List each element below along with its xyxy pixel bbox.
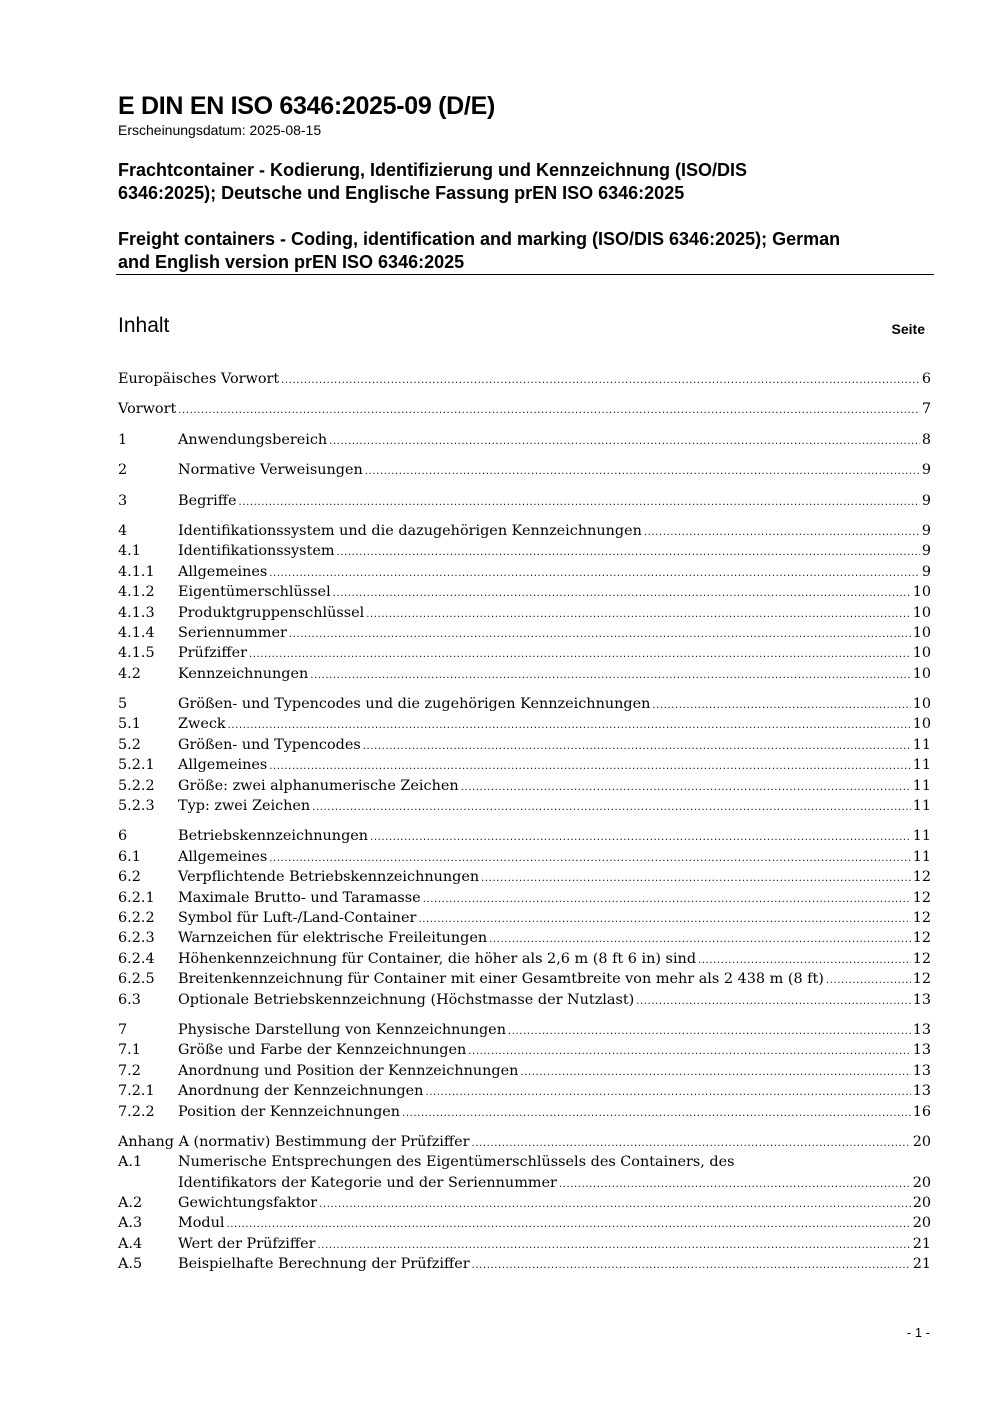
- toc-entry-title: Breitenkennzeichnung für Container mit einer Gesamtbreite von mehr als 2 438 m (8 ft): [178, 971, 824, 988]
- toc-entry-page: 6: [921, 371, 931, 387]
- toc-entry-page: 12: [912, 950, 931, 967]
- toc-heading: Inhalt: [118, 314, 170, 337]
- toc-entry-page: 21: [912, 1256, 931, 1273]
- toc-entry-page: 11: [912, 757, 931, 774]
- toc-entry-number: 7.2: [118, 1062, 141, 1079]
- toc-leader-dots: [481, 869, 911, 885]
- toc-entry[interactable]: [118, 778, 931, 798]
- toc-entry-title: Identifikationssystem: [178, 543, 335, 560]
- toc-entry-page: 20: [912, 1195, 931, 1212]
- toc-leader-dots: [644, 523, 920, 539]
- toc-leader-dots: [333, 584, 911, 600]
- toc-entry-title: Höhenkennzeichnung für Container, die höher als 2,6 m (8 ft 6 in) sind: [178, 950, 697, 967]
- toc-entry-title: Anordnung und Position der Kennzeichnungen: [178, 1062, 519, 1079]
- toc-entry-page: 10: [912, 645, 931, 662]
- toc-entry-title: Symbol für Luft-/Land-Container: [178, 909, 417, 926]
- toc-entry[interactable]: [118, 1256, 931, 1276]
- toc-entry-number: 6.2.3: [118, 930, 155, 947]
- toc-leader-dots: [418, 910, 910, 926]
- title-german-line2: 6346:2025); Deutsche und Englische Fassung prEN ISO 6346:2025: [118, 183, 685, 203]
- toc-page-label: Seite: [891, 321, 925, 337]
- toc-entry-number: 6.1: [118, 848, 141, 865]
- toc-entry-page: 11: [912, 777, 931, 794]
- toc-entry-page: 13: [912, 991, 931, 1008]
- toc-entry-number: 3: [118, 492, 128, 509]
- toc-entry-number: 5.2.3: [118, 798, 155, 815]
- toc-entry-title: Anwendungsbereich: [178, 431, 328, 448]
- toc-entry-title: Anhang A (normativ) Bestimmung der Prüfziffer: [118, 1133, 470, 1150]
- toc-entry-number: 5.1: [118, 716, 141, 733]
- toc-entry-page: 9: [921, 522, 931, 539]
- toc-entry[interactable]: [118, 493, 931, 513]
- toc-entry-page: 9: [921, 492, 931, 509]
- toc-leader-dots: [228, 716, 911, 732]
- toc-leader-dots: [402, 1104, 911, 1120]
- toc-entry-title: Anordnung der Kennzeichnungen: [178, 1083, 424, 1100]
- toc-leader-dots: [425, 1083, 910, 1099]
- toc-entry-page: 10: [912, 696, 931, 713]
- toc-entry-title: Seriennummer: [178, 624, 287, 641]
- toc-entry[interactable]: [118, 1175, 931, 1195]
- toc-entry-number: 6: [118, 828, 128, 845]
- toc-leader-dots: [365, 462, 920, 478]
- table-of-contents: [118, 371, 931, 1277]
- toc-entry-page: 11: [912, 736, 931, 753]
- toc-entry-page: 10: [912, 624, 931, 641]
- toc-entry-page: 13: [912, 1083, 931, 1100]
- toc-entry-page: 12: [912, 930, 931, 947]
- toc-leader-dots: [329, 432, 920, 448]
- toc-entry-title: Optionale Betriebskennzeichnung (Höchstmasse der Nutzlast): [178, 991, 635, 1008]
- toc-entry-number: 4.1.1: [118, 563, 155, 580]
- toc-entry-page: 12: [912, 909, 931, 926]
- toc-leader-dots: [318, 1236, 911, 1252]
- toc-entry[interactable]: [118, 1104, 931, 1124]
- toc-entry-title: Größen- und Typencodes und die zugehörigen Kennzeichnungen: [178, 696, 651, 713]
- toc-entry[interactable]: [118, 645, 931, 665]
- toc-entry-title: Warnzeichen für elektrische Freileitungen: [178, 930, 488, 947]
- toc-entry-title: Größe und Farbe der Kennzeichnungen: [178, 1042, 467, 1059]
- toc-entry-number: A.1: [118, 1154, 143, 1171]
- toc-entry-title: Normative Verweisungen: [178, 462, 363, 479]
- toc-entry[interactable]: [118, 543, 931, 563]
- toc-leader-dots: [423, 890, 911, 906]
- toc-entry[interactable]: [118, 992, 931, 1012]
- toc-entry-number: 4: [118, 522, 128, 539]
- toc-leader-dots: [269, 849, 910, 865]
- document-id: E DIN EN ISO 6346:2025-09 (D/E): [118, 92, 495, 120]
- toc-entry-number: 4.1.2: [118, 584, 155, 601]
- toc-entry-page: 12: [912, 869, 931, 886]
- toc-entry-title: Maximale Brutto- und Taramasse: [178, 889, 421, 906]
- toc-leader-dots: [226, 1215, 910, 1231]
- toc-entry-title: Typ: zwei Zeichen: [178, 798, 311, 815]
- toc-entry-number: 5.2.2: [118, 777, 155, 794]
- toc-entry-title: Verpflichtende Betriebskennzeichnungen: [178, 869, 480, 886]
- title-german: [118, 159, 934, 205]
- toc-entry-title: Vorwort: [118, 401, 177, 418]
- toc-leader-dots: [472, 1134, 911, 1150]
- toc-leader-dots: [337, 543, 920, 559]
- toc-entry[interactable]: [118, 1236, 931, 1256]
- toc-entry[interactable]: [118, 432, 931, 452]
- toc-entry-title: Prüfziffer: [178, 645, 247, 662]
- toc-entry-title: Modul: [178, 1215, 225, 1232]
- toc-entry-title: Identifikationssystem und die dazugehörigen Kennzeichnungen: [178, 522, 642, 539]
- toc-leader-dots: [826, 971, 911, 987]
- toc-entry-number: 6.2.1: [118, 889, 155, 906]
- toc-entry[interactable]: [118, 757, 931, 777]
- toc-entry-title: Größen- und Typencodes: [178, 736, 361, 753]
- toc-entry-page: 10: [912, 604, 931, 621]
- toc-leader-dots: [281, 371, 920, 387]
- toc-entry-page: 9: [921, 462, 931, 479]
- toc-entry-page: 20: [912, 1174, 931, 1191]
- toc-entry-page: 20: [912, 1133, 931, 1150]
- toc-entry-title: Betriebskennzeichnungen: [178, 828, 369, 845]
- toc-entry[interactable]: [118, 605, 931, 625]
- toc-entry-title: Allgemeines: [178, 848, 268, 865]
- toc-entry-title: Allgemeines: [178, 757, 268, 774]
- toc-leader-dots: [310, 666, 910, 682]
- toc-leader-dots: [468, 1042, 910, 1058]
- toc-entry-title: Kennzeichnungen: [178, 665, 309, 682]
- toc-entry-number: 7.2.2: [118, 1103, 155, 1120]
- toc-entry-title: Allgemeines: [178, 563, 268, 580]
- toc-entry-title: Wert der Prüfziffer: [178, 1235, 316, 1252]
- toc-entry-title: Eigentümerschlüssel: [178, 584, 331, 601]
- page-number: - 1 -: [906, 1325, 930, 1340]
- toc-entry-page: 13: [912, 1042, 931, 1059]
- toc-entry-number: A.4: [118, 1235, 143, 1252]
- title-english-line2: and English version prEN ISO 6346:2025: [118, 252, 465, 272]
- toc-entry[interactable]: [118, 1042, 931, 1062]
- toc-entry-number: 5.2.1: [118, 757, 155, 774]
- toc-entry[interactable]: [118, 1154, 931, 1174]
- toc-leader-dots: [249, 645, 911, 661]
- toc-entry-title: Zweck: [178, 716, 226, 733]
- publication-date: Erscheinungsdatum: 2025-08-15: [118, 122, 322, 138]
- toc-leader-dots: [370, 828, 911, 844]
- toc-leader-dots: [461, 778, 911, 794]
- title-english: [118, 228, 934, 274]
- toc-entry[interactable]: [118, 869, 931, 889]
- toc-leader-dots: [239, 493, 920, 509]
- toc-entry-page: 11: [912, 848, 931, 865]
- toc-entry[interactable]: [118, 951, 931, 971]
- toc-entry-number: A.2: [118, 1195, 143, 1212]
- toc-leader-dots: [652, 696, 910, 712]
- toc-leader-dots: [269, 757, 910, 773]
- toc-entry[interactable]: [118, 1063, 931, 1083]
- toc-entry-page: 8: [921, 431, 931, 448]
- toc-entry-number: 6.2.4: [118, 950, 155, 967]
- toc-entry[interactable]: [118, 462, 931, 482]
- toc-entry[interactable]: [118, 971, 931, 991]
- toc-entry-title: Europäisches Vorwort: [118, 371, 280, 387]
- toc-entry[interactable]: [118, 564, 931, 584]
- toc-entry-number: 7.1: [118, 1042, 141, 1059]
- toc-entry-title: Physische Darstellung von Kennzeichnungen: [178, 1021, 506, 1038]
- toc-entry[interactable]: [118, 716, 931, 736]
- toc-leader-dots: [319, 1195, 911, 1211]
- toc-entry-number: 5: [118, 696, 128, 713]
- toc-entry-title: Gewichtungsfaktor: [178, 1195, 318, 1212]
- toc-entry[interactable]: [118, 890, 931, 910]
- toc-entry-number: 4.1.4: [118, 624, 155, 641]
- toc-entry-page: 12: [912, 971, 931, 988]
- toc-entry[interactable]: [118, 1134, 931, 1154]
- toc-entry-number: 2: [118, 462, 128, 479]
- toc-leader-dots: [636, 992, 910, 1008]
- toc-leader-dots: [489, 930, 911, 946]
- toc-leader-dots: [698, 951, 911, 967]
- header-divider: [116, 274, 934, 275]
- toc-entry-page: 16: [912, 1103, 931, 1120]
- toc-leader-dots: [520, 1063, 910, 1079]
- toc-entry-number: 6.3: [118, 991, 141, 1008]
- toc-entry[interactable]: [118, 666, 931, 686]
- toc-entry[interactable]: [118, 930, 931, 950]
- title-english-line1: Freight containers - Coding, identification and marking (ISO/DIS 6346:2025); German: [118, 229, 841, 249]
- toc-entry[interactable]: [118, 849, 931, 869]
- toc-entry-number: 1: [118, 431, 128, 448]
- toc-entry[interactable]: [118, 523, 931, 543]
- toc-entry[interactable]: [118, 828, 931, 848]
- toc-leader-dots: [363, 737, 911, 753]
- toc-entry[interactable]: [118, 1083, 931, 1103]
- toc-entry-number: 4.1.5: [118, 645, 155, 662]
- toc-entry-page: 9: [921, 543, 931, 560]
- toc-entry-page: 13: [912, 1062, 931, 1079]
- toc-entry-page: 20: [912, 1215, 931, 1232]
- toc-entry-number: 6.2: [118, 869, 141, 886]
- toc-entry-number: 7: [118, 1021, 128, 1038]
- toc-entry[interactable]: [118, 401, 931, 421]
- toc-leader-dots: [366, 605, 910, 621]
- toc-entry[interactable]: [118, 584, 931, 604]
- toc-entry[interactable]: [118, 910, 931, 930]
- toc-entry-number: 4.2: [118, 665, 141, 682]
- toc-entry[interactable]: [118, 696, 931, 716]
- toc-entry-page: 7: [921, 401, 931, 418]
- toc-entry-page: 11: [912, 828, 931, 845]
- toc-entry[interactable]: [118, 1022, 931, 1042]
- toc-entry-page: 10: [912, 716, 931, 733]
- toc-entry-title: Begriffe: [178, 492, 237, 509]
- toc-entry-page: 10: [912, 665, 931, 682]
- toc-entry[interactable]: [118, 798, 931, 818]
- toc-entry-title: Beispielhafte Berechnung der Prüfziffer: [178, 1256, 470, 1273]
- toc-entry-number: A.5: [118, 1256, 143, 1273]
- toc-entry-title: Numerische Entsprechungen des Eigentümerschlüssels des Containers, des: [178, 1154, 735, 1171]
- toc-leader-dots: [289, 625, 911, 641]
- toc-entry-page: 9: [921, 563, 931, 580]
- toc-entry[interactable]: [118, 1215, 931, 1235]
- toc-leader-dots: [178, 401, 920, 417]
- toc-entry-title: Größe: zwei alphanumerische Zeichen: [178, 777, 459, 794]
- toc-entry-page: 11: [912, 798, 931, 815]
- toc-entry-number: 5.2: [118, 736, 141, 753]
- toc-leader-dots: [312, 798, 911, 814]
- toc-entry[interactable]: [118, 1195, 931, 1215]
- toc-leader-dots: [472, 1256, 911, 1272]
- toc-entry[interactable]: [118, 371, 931, 391]
- toc-entry[interactable]: [118, 625, 931, 645]
- toc-entry-title: Identifikators der Kategorie und der Seriennummer: [178, 1174, 557, 1191]
- toc-entry-number: 7.2.1: [118, 1083, 155, 1100]
- toc-entry-page: 21: [912, 1235, 931, 1252]
- toc-entry-page: 12: [912, 889, 931, 906]
- toc-leader-dots: [559, 1175, 911, 1191]
- toc-entry[interactable]: [118, 737, 931, 757]
- toc-entry-number: 4.1.3: [118, 604, 155, 621]
- title-german-line1: Frachtcontainer - Kodierung, Identifizierung und Kennzeichnung (ISO/DIS: [118, 160, 748, 180]
- toc-entry-number: 4.1: [118, 543, 141, 560]
- toc-entry-page: 10: [912, 584, 931, 601]
- toc-entry-title: Produktgruppenschlüssel: [178, 604, 365, 621]
- toc-entry-page: 13: [912, 1021, 931, 1038]
- toc-entry-number: 6.2.2: [118, 909, 155, 926]
- toc-entry-number: 6.2.5: [118, 971, 155, 988]
- toc-entry-number: A.3: [118, 1215, 143, 1232]
- toc-leader-dots: [269, 564, 920, 580]
- toc-leader-dots: [508, 1022, 911, 1038]
- toc-entry-title: Position der Kennzeichnungen: [178, 1103, 401, 1120]
